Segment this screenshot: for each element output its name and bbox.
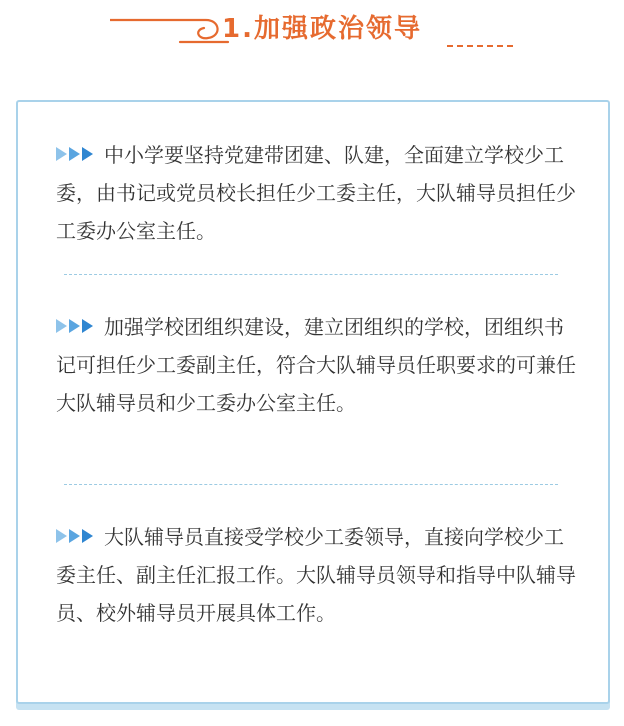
- item-text: 加强学校团组织建设，建立团组织的学校，团组织书记可担任少工委副主任，符合大队辅导员任职要求的可兼任大队辅导员和少工委办公室主任。: [56, 315, 576, 415]
- triple-chevron-right-icon: [56, 145, 96, 163]
- list-item: [56, 308, 576, 422]
- list-item: [56, 518, 576, 632]
- triple-chevron-right-icon: [56, 317, 96, 335]
- dashed-divider: [64, 484, 558, 485]
- header-dash-divider: [447, 45, 513, 47]
- swirl-line-icon: [110, 10, 230, 50]
- item-text: 中小学要坚持党建带团建、队建，全面建立学校少工委，由书记或党员校长担任少工委主任，大队辅导员担任少工委办公室主任。: [56, 143, 576, 243]
- list-item: [56, 136, 576, 250]
- section-header: [0, 0, 624, 70]
- section-title: 1.加强政治领导: [222, 14, 422, 44]
- dashed-divider: [64, 274, 558, 275]
- triple-chevron-right-icon: [56, 527, 96, 545]
- item-text: 大队辅导员直接受学校少工委领导，直接向学校少工委主任、副主任汇报工作。大队辅导员领导和指导中队辅导员、校外辅导员开展具体工作。: [56, 525, 576, 625]
